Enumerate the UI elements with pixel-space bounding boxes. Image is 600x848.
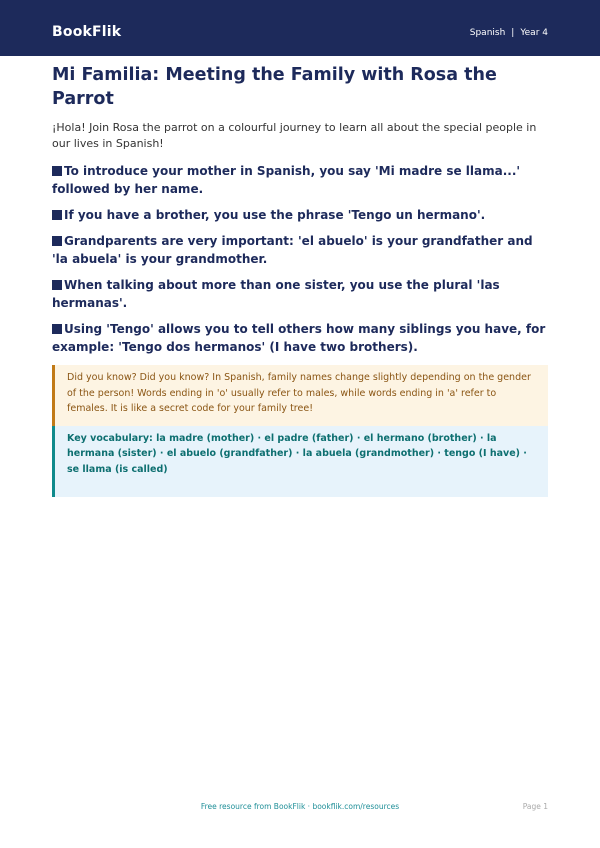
fact-text: If you have a brother, you use the phrase 'Tengo un hermano'. xyxy=(64,208,486,222)
intro-text: ¡Hola! Join Rosa the parrot on a colourful journey to learn all about the special people in our lives in Spanish! xyxy=(52,121,537,150)
page-title: Mi Familia: Meeting the Family with Rosa the Parrot xyxy=(52,65,497,109)
page-number: Page 1 xyxy=(522,802,548,811)
fact-text: To introduce your mother in Spanish, you say 'Mi madre se llama...' followed by her name. xyxy=(52,164,521,196)
fact-item xyxy=(52,206,548,224)
year-label: Year 4 xyxy=(520,28,548,38)
square-bullet-icon xyxy=(52,166,62,176)
square-bullet-icon xyxy=(52,236,62,246)
key-vocabulary-box: Key vocabulary: la madre (mother) · el padre (father) · el hermano (brother) · la hermana (sister) · el abuelo (grandfather) · la abuela (grandmother) · tengo (I have) · se llama (is called) xyxy=(52,426,548,498)
fact-item xyxy=(52,320,548,356)
fact-item xyxy=(52,162,548,198)
subject-breadcrumb xyxy=(470,28,548,38)
fact-text: Grandparents are very important: 'el abuelo' is your grandfather and 'la abuela' is your grandmother. xyxy=(52,234,533,266)
fact-item xyxy=(52,232,548,268)
subject-label: Spanish xyxy=(469,28,506,38)
fact-text: When talking about more than one sister, you use the plural 'las hermanas'. xyxy=(52,278,500,310)
main-content xyxy=(52,63,548,497)
square-bullet-icon xyxy=(52,324,62,334)
square-bullet-icon xyxy=(52,210,62,220)
brand-logo[interactable]: BookFlik xyxy=(52,24,122,40)
square-bullet-icon xyxy=(52,280,62,290)
did-you-know-callout: Did you know? Did you know? In Spanish, family names change slightly depending on the gender of the person! Words ending in 'o' usually refer to males, while words ending in 'a' refer to females. It is like a secret code for your family tree! xyxy=(52,365,548,426)
footer-credit[interactable]: Free resource from BookFlik · bookflik.com/resources xyxy=(200,802,400,811)
fact-list xyxy=(52,162,548,356)
breadcrumb-separator: | xyxy=(511,28,515,38)
fact-item xyxy=(52,276,548,312)
header-bar xyxy=(0,0,600,56)
fact-text: Using 'Tengo' allows you to tell others how many siblings you have, for example: 'Tengo dos hermanos' (I have two brothers). xyxy=(52,322,546,354)
